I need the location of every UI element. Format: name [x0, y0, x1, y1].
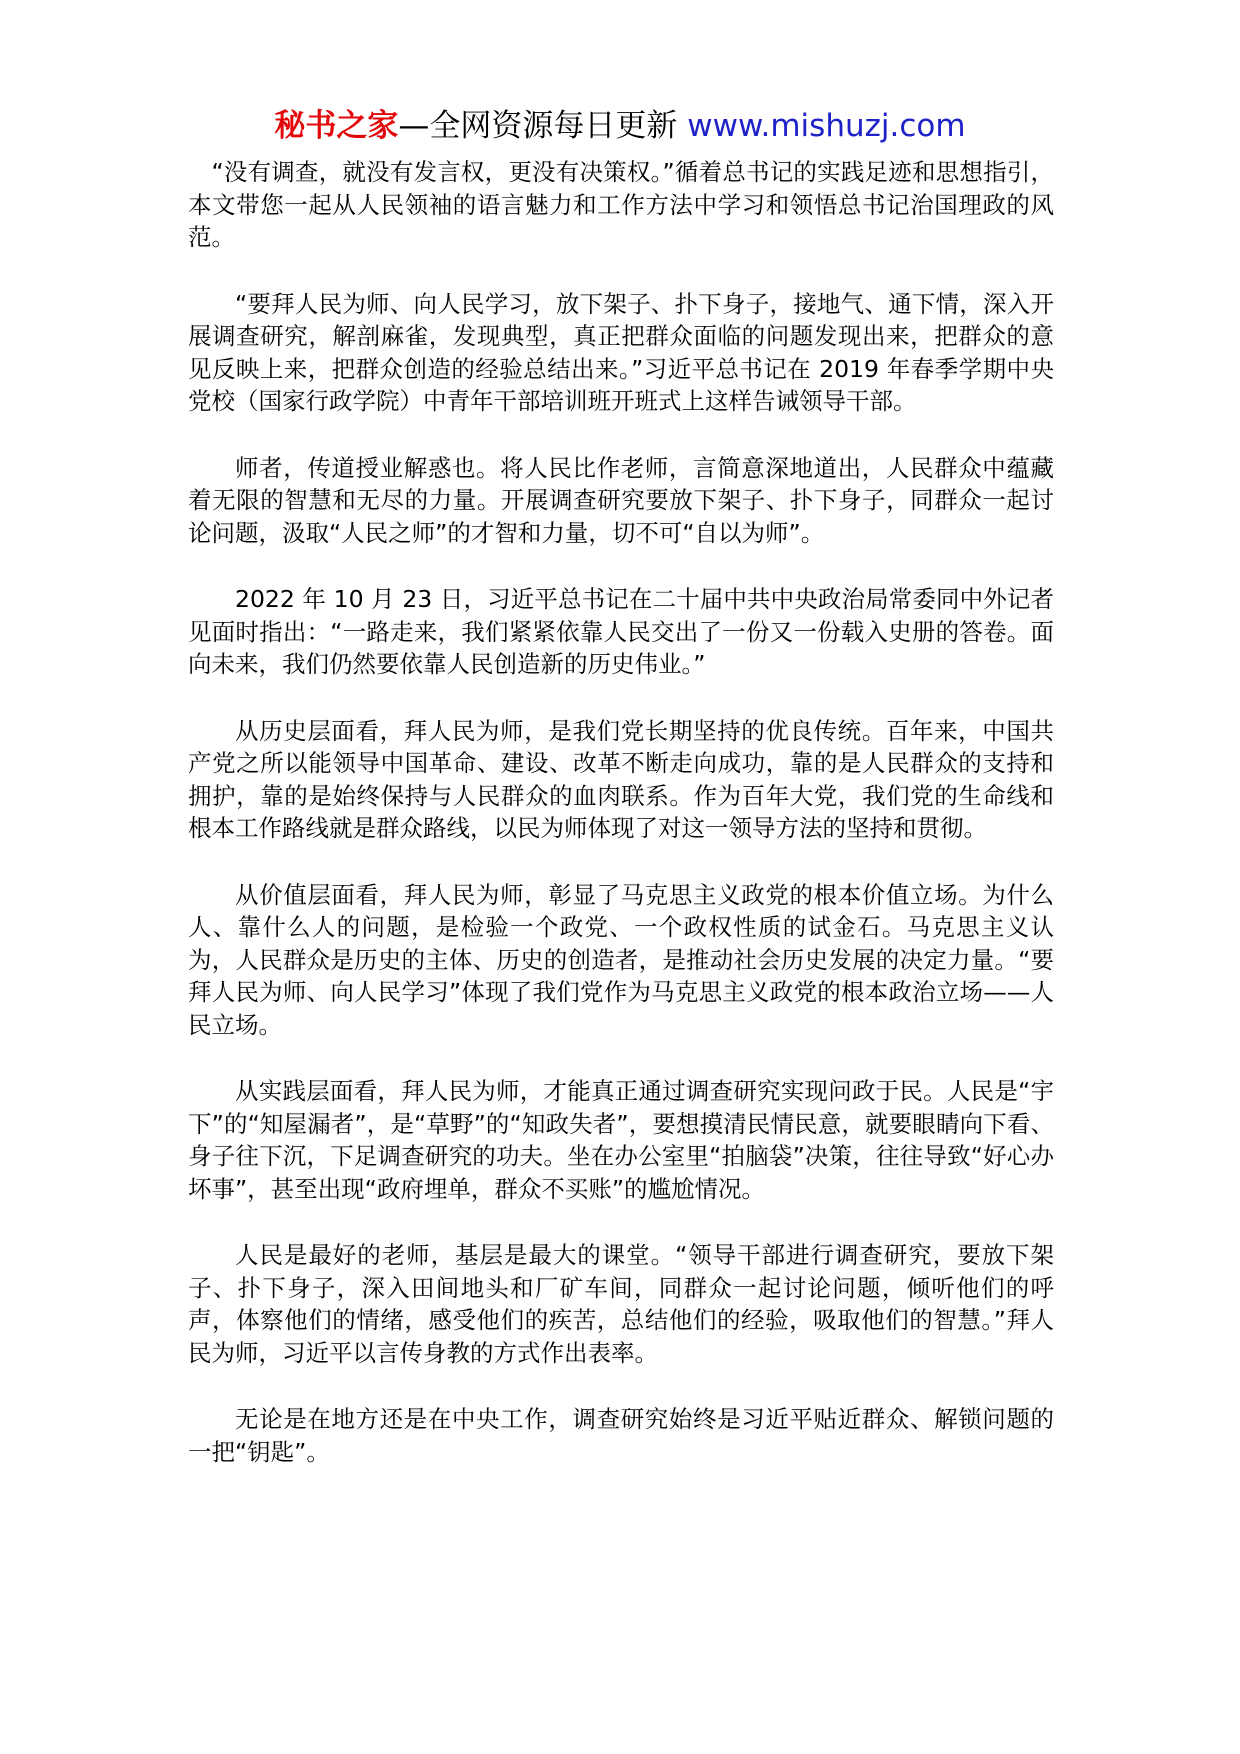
paragraph-teacher: 师者，传道授业解惑也。将人民比作老师，言简意深地道出，人民群众中蕴藏着无限的智慧和无尽的力量。开展调查研究要放下架子、扑下身子，同群众一起讨论问题，汲取“人民之师”的才智和力量，切不可“自以为师”。 — [188, 453, 1054, 547]
page-header — [0, 104, 1240, 148]
site-brand: 秘书之家 — [274, 108, 399, 144]
paragraph-practice-level: 从实践层面看，拜人民为师，才能真正通过调查研究实现问政于民。人民是“宇下”的“知屋漏者”，是“草野”的“知政失者”，要想摸清民情民意，就要眼睛向下看、身子往下沉，下足调查研究的功夫。坐在办公室里“拍脑袋”决策，往往导致“好心办坏事”，甚至出现“政府埋单，群众不买账”的尴尬情况。 — [188, 1077, 1054, 1203]
paragraph-history-level: 从历史层面看，拜人民为师，是我们党长期坚持的优良传统。百年来，中国共产党之所以能领导中国革命、建设、改革不断走向成功，靠的是人民群众的支持和拥护，靠的是始终保持与人民群众的血肉联系。作为百年大党，我们党的生命线和根本工作路线就是群众路线，以民为师体现了对这一领导方法的坚持和贯彻。 — [188, 716, 1054, 842]
paragraph-2022-press: 2022 年 10 月 23 日，习近平总书记在二十届中共中央政治局常委同中外记者见面时指出：“一路走来，我们紧紧依靠人民交出了一份又一份载入史册的答卷。面向未来，我们仍然要依靠人民创造新的历史伟业。” — [188, 585, 1054, 678]
paragraph-key: 无论是在地方还是在中央工作，调查研究始终是习近平贴近群众、解锁问题的一把“钥匙”。 — [188, 1405, 1054, 1466]
document-body — [188, 156, 1054, 1502]
paragraph-intro: “没有调查，就没有发言权，更没有决策权。”循着总书记的实践足迹和思想指引，本文带您一起从人民领袖的语言魅力和工作方法中学习和领悟总书记治国理政的风范。 — [188, 158, 1054, 251]
paragraph-quote-2019: “要拜人民为师、向人民学习，放下架子、扑下身子，接地气、通下情，深入开展调查研究，解剖麻雀，发现典型，真正把群众面临的问题发现出来，把群众的意见反映上来，把群众创造的经验总结出来。”习近平总书记在 2019 年春季学期中央党校（国家行政学院）中青年干部培训班开班式上这样告诫领导干部。 — [188, 289, 1054, 415]
paragraph-best-teacher: 人民是最好的老师，基层是最大的课堂。“领导干部进行调查研究，要放下架子、扑下身子，深入田间地头和厂矿车间，同群众一起讨论问题，倾听他们的呼声，体察他们的情绪，感受他们的疾苦，总结他们的经验，吸取他们的智慧。”拜人民为师，习近平以言传身教的方式作出表率。 — [188, 1241, 1054, 1367]
site-url-link[interactable]: www.mishuzj.com — [687, 108, 966, 144]
site-tagline: —全网资源每日更新 — [398, 108, 688, 144]
paragraph-value-level: 从价值层面看，拜人民为师，彰显了马克思主义政党的根本价值立场。为什么人、靠什么人的问题，是检验一个政党、一个政权性质的试金石。马克思主义认为，人民群众是历史的主体、历史的创造者，是推动社会历史发展的决定力量。“要拜人民为师、向人民学习”体现了我们党作为马克思主义政党的根本政治立场——人民立场。 — [188, 880, 1054, 1039]
